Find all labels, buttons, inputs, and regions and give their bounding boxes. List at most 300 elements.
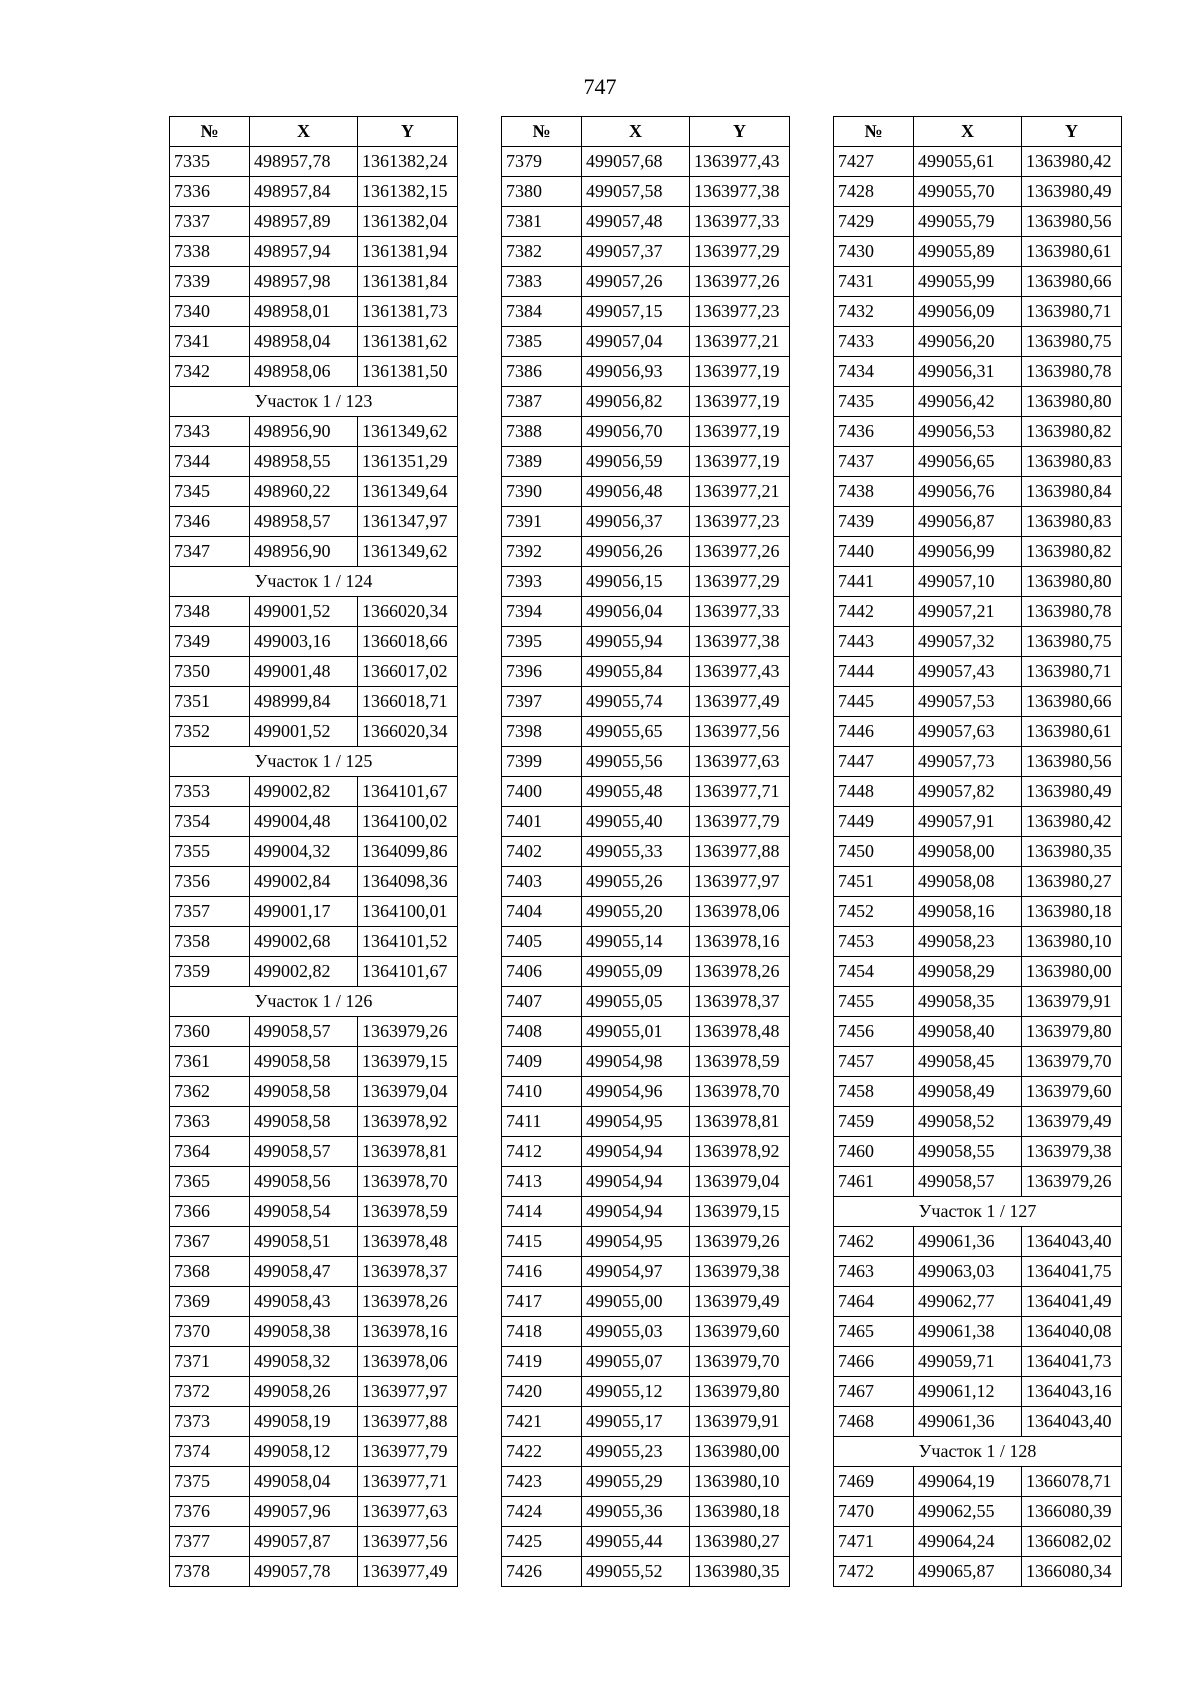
- point-number-cell: 7380: [502, 177, 582, 207]
- point-number-cell: 7429: [834, 207, 914, 237]
- x-coordinate-cell: 499001,17: [250, 897, 358, 927]
- y-coordinate-cell: 1363977,29: [690, 237, 790, 267]
- coordinates-table-3: [833, 116, 1122, 1587]
- table-row: [834, 627, 1122, 657]
- x-coordinate-cell: 499055,12: [582, 1377, 690, 1407]
- table-row: [170, 507, 458, 537]
- table-row: [502, 657, 790, 687]
- table-row: [170, 1437, 458, 1467]
- point-number-cell: 7440: [834, 537, 914, 567]
- y-coordinate-cell: 1363979,38: [1022, 1137, 1122, 1167]
- y-coordinate-cell: 1363980,83: [1022, 447, 1122, 477]
- y-coordinate-cell: 1361381,73: [358, 297, 458, 327]
- table-row: [170, 1077, 458, 1107]
- x-coordinate-cell: 499057,63: [914, 717, 1022, 747]
- point-number-cell: 7341: [170, 327, 250, 357]
- y-coordinate-cell: 1363977,56: [690, 717, 790, 747]
- point-number-cell: 7350: [170, 657, 250, 687]
- y-coordinate-cell: 1363979,70: [690, 1347, 790, 1377]
- y-coordinate-cell: 1363979,60: [690, 1317, 790, 1347]
- point-number-cell: 7463: [834, 1257, 914, 1287]
- table-row: [170, 237, 458, 267]
- point-number-cell: 7339: [170, 267, 250, 297]
- point-number-cell: 7393: [502, 567, 582, 597]
- table-row: [170, 1047, 458, 1077]
- y-coordinate-cell: 1363980,84: [1022, 477, 1122, 507]
- y-coordinate-cell: 1363978,06: [690, 897, 790, 927]
- table-row: [834, 537, 1122, 567]
- x-coordinate-cell: 499055,74: [582, 687, 690, 717]
- point-number-cell: 7376: [170, 1497, 250, 1527]
- x-coordinate-cell: 499056,48: [582, 477, 690, 507]
- x-coordinate-cell: 499054,94: [582, 1167, 690, 1197]
- point-number-cell: 7384: [502, 297, 582, 327]
- point-number-cell: 7415: [502, 1227, 582, 1257]
- x-coordinate-cell: 499058,55: [914, 1137, 1022, 1167]
- x-coordinate-cell: 499058,29: [914, 957, 1022, 987]
- x-coordinate-cell: 499055,00: [582, 1287, 690, 1317]
- table-row: [502, 747, 790, 777]
- table-row: [170, 1017, 458, 1047]
- point-number-cell: 7458: [834, 1077, 914, 1107]
- point-number-cell: 7398: [502, 717, 582, 747]
- table-row: [170, 477, 458, 507]
- section-row: [170, 747, 458, 777]
- table-row: [170, 927, 458, 957]
- table-row: [170, 717, 458, 747]
- y-coordinate-cell: 1363978,59: [690, 1047, 790, 1077]
- x-coordinate-cell: 499054,94: [582, 1137, 690, 1167]
- y-coordinate-cell: 1363980,27: [690, 1527, 790, 1557]
- point-number-cell: 7400: [502, 777, 582, 807]
- point-number-cell: 7359: [170, 957, 250, 987]
- table-row: [834, 207, 1122, 237]
- point-number-cell: 7363: [170, 1107, 250, 1137]
- table-row: [834, 297, 1122, 327]
- point-number-cell: 7406: [502, 957, 582, 987]
- header-y: Y: [690, 117, 790, 147]
- x-coordinate-cell: 499055,01: [582, 1017, 690, 1047]
- x-coordinate-cell: 499054,95: [582, 1107, 690, 1137]
- section-row: [834, 1437, 1122, 1467]
- y-coordinate-cell: 1366080,34: [1022, 1557, 1122, 1587]
- table-row: [502, 597, 790, 627]
- point-number-cell: 7370: [170, 1317, 250, 1347]
- table-row: [170, 147, 458, 177]
- y-coordinate-cell: 1363980,35: [690, 1557, 790, 1587]
- point-number-cell: 7338: [170, 237, 250, 267]
- table-row: [834, 567, 1122, 597]
- table-row: [170, 1377, 458, 1407]
- x-coordinate-cell: 499064,24: [914, 1527, 1022, 1557]
- x-coordinate-cell: 499001,48: [250, 657, 358, 687]
- point-number-cell: 7436: [834, 417, 914, 447]
- table-row: [502, 1467, 790, 1497]
- point-number-cell: 7455: [834, 987, 914, 1017]
- y-coordinate-cell: 1361381,50: [358, 357, 458, 387]
- y-coordinate-cell: 1363980,42: [1022, 147, 1122, 177]
- point-number-cell: 7447: [834, 747, 914, 777]
- x-coordinate-cell: 499055,56: [582, 747, 690, 777]
- x-coordinate-cell: 499061,12: [914, 1377, 1022, 1407]
- table-row: [502, 1377, 790, 1407]
- x-coordinate-cell: 499056,20: [914, 327, 1022, 357]
- table-row: [170, 537, 458, 567]
- x-coordinate-cell: 499058,12: [250, 1437, 358, 1467]
- header-number: №: [834, 117, 914, 147]
- x-coordinate-cell: 499057,10: [914, 567, 1022, 597]
- point-number-cell: 7352: [170, 717, 250, 747]
- y-coordinate-cell: 1366017,02: [358, 657, 458, 687]
- y-coordinate-cell: 1363977,19: [690, 417, 790, 447]
- point-number-cell: 7351: [170, 687, 250, 717]
- point-number-cell: 7360: [170, 1017, 250, 1047]
- point-number-cell: 7452: [834, 897, 914, 927]
- table-row: [834, 237, 1122, 267]
- y-coordinate-cell: 1363979,91: [690, 1407, 790, 1437]
- y-coordinate-cell: 1363980,27: [1022, 867, 1122, 897]
- header-x: X: [250, 117, 358, 147]
- x-coordinate-cell: 499055,33: [582, 837, 690, 867]
- point-number-cell: 7454: [834, 957, 914, 987]
- y-coordinate-cell: 1363980,61: [1022, 717, 1122, 747]
- point-number-cell: 7450: [834, 837, 914, 867]
- table-row: [502, 1287, 790, 1317]
- table-row: [834, 777, 1122, 807]
- table-row: [834, 657, 1122, 687]
- x-coordinate-cell: 499056,31: [914, 357, 1022, 387]
- y-coordinate-cell: 1363980,75: [1022, 327, 1122, 357]
- table-row: [502, 1017, 790, 1047]
- table-row: [170, 867, 458, 897]
- table-row: [834, 1407, 1122, 1437]
- x-coordinate-cell: 499004,48: [250, 807, 358, 837]
- coordinates-table-2: [501, 116, 790, 1587]
- table-row: [170, 1167, 458, 1197]
- x-coordinate-cell: 499055,52: [582, 1557, 690, 1587]
- x-coordinate-cell: 499001,52: [250, 597, 358, 627]
- x-coordinate-cell: 499057,21: [914, 597, 1022, 627]
- coordinates-table-1: [169, 116, 458, 1587]
- y-coordinate-cell: 1363980,71: [1022, 297, 1122, 327]
- table-header-row: [170, 117, 458, 147]
- y-coordinate-cell: 1363979,38: [690, 1257, 790, 1287]
- y-coordinate-cell: 1364101,52: [358, 927, 458, 957]
- table-row: [834, 747, 1122, 777]
- table-row: [170, 1227, 458, 1257]
- x-coordinate-cell: 499054,97: [582, 1257, 690, 1287]
- table-row: [170, 207, 458, 237]
- point-number-cell: 7468: [834, 1407, 914, 1437]
- point-number-cell: 7354: [170, 807, 250, 837]
- point-number-cell: 7399: [502, 747, 582, 777]
- table-row: [170, 177, 458, 207]
- table-row: [170, 597, 458, 627]
- y-coordinate-cell: 1363980,49: [1022, 777, 1122, 807]
- header-x: X: [582, 117, 690, 147]
- table-row: [170, 1407, 458, 1437]
- y-coordinate-cell: 1363978,37: [690, 987, 790, 1017]
- point-number-cell: 7389: [502, 447, 582, 477]
- point-number-cell: 7385: [502, 327, 582, 357]
- y-coordinate-cell: 1363977,19: [690, 447, 790, 477]
- y-coordinate-cell: 1363979,60: [1022, 1077, 1122, 1107]
- table-row: [502, 807, 790, 837]
- y-coordinate-cell: 1361347,97: [358, 507, 458, 537]
- y-coordinate-cell: 1363980,56: [1022, 207, 1122, 237]
- point-number-cell: 7386: [502, 357, 582, 387]
- point-number-cell: 7421: [502, 1407, 582, 1437]
- y-coordinate-cell: 1361382,24: [358, 147, 458, 177]
- table-row: [834, 1017, 1122, 1047]
- y-coordinate-cell: 1363979,15: [690, 1197, 790, 1227]
- point-number-cell: 7407: [502, 987, 582, 1017]
- x-coordinate-cell: 499001,52: [250, 717, 358, 747]
- y-coordinate-cell: 1364040,08: [1022, 1317, 1122, 1347]
- x-coordinate-cell: 498957,89: [250, 207, 358, 237]
- point-number-cell: 7422: [502, 1437, 582, 1467]
- table-row: [502, 627, 790, 657]
- x-coordinate-cell: 499003,16: [250, 627, 358, 657]
- y-coordinate-cell: 1363977,97: [690, 867, 790, 897]
- y-coordinate-cell: 1363980,83: [1022, 507, 1122, 537]
- x-coordinate-cell: 499056,15: [582, 567, 690, 597]
- y-coordinate-cell: 1363977,63: [690, 747, 790, 777]
- table-row: [170, 297, 458, 327]
- point-number-cell: 7403: [502, 867, 582, 897]
- y-coordinate-cell: 1363977,49: [358, 1557, 458, 1587]
- x-coordinate-cell: 499058,04: [250, 1467, 358, 1497]
- table-row: [834, 357, 1122, 387]
- x-coordinate-cell: 499004,32: [250, 837, 358, 867]
- y-coordinate-cell: 1361382,15: [358, 177, 458, 207]
- x-coordinate-cell: 499059,71: [914, 1347, 1022, 1377]
- y-coordinate-cell: 1363979,70: [1022, 1047, 1122, 1077]
- y-coordinate-cell: 1363977,88: [358, 1407, 458, 1437]
- x-coordinate-cell: 499058,35: [914, 987, 1022, 1017]
- point-number-cell: 7464: [834, 1287, 914, 1317]
- x-coordinate-cell: 499058,57: [914, 1167, 1022, 1197]
- point-number-cell: 7375: [170, 1467, 250, 1497]
- y-coordinate-cell: 1364100,01: [358, 897, 458, 927]
- point-number-cell: 7372: [170, 1377, 250, 1407]
- x-coordinate-cell: 499065,87: [914, 1557, 1022, 1587]
- point-number-cell: 7404: [502, 897, 582, 927]
- point-number-cell: 7449: [834, 807, 914, 837]
- point-number-cell: 7460: [834, 1137, 914, 1167]
- point-number-cell: 7382: [502, 237, 582, 267]
- x-coordinate-cell: 499057,15: [582, 297, 690, 327]
- y-coordinate-cell: 1363977,63: [358, 1497, 458, 1527]
- table-row: [502, 1167, 790, 1197]
- point-number-cell: 7459: [834, 1107, 914, 1137]
- point-number-cell: 7435: [834, 387, 914, 417]
- y-coordinate-cell: 1363979,26: [1022, 1167, 1122, 1197]
- x-coordinate-cell: 499055,05: [582, 987, 690, 1017]
- point-number-cell: 7445: [834, 687, 914, 717]
- point-number-cell: 7396: [502, 657, 582, 687]
- x-coordinate-cell: 499056,04: [582, 597, 690, 627]
- x-coordinate-cell: 499058,58: [250, 1107, 358, 1137]
- table-row: [502, 927, 790, 957]
- table-row: [502, 1197, 790, 1227]
- y-coordinate-cell: 1363977,49: [690, 687, 790, 717]
- x-coordinate-cell: 499061,36: [914, 1227, 1022, 1257]
- x-coordinate-cell: 499058,32: [250, 1347, 358, 1377]
- x-coordinate-cell: 498957,78: [250, 147, 358, 177]
- y-coordinate-cell: 1363977,21: [690, 477, 790, 507]
- x-coordinate-cell: 499055,17: [582, 1407, 690, 1437]
- x-coordinate-cell: 499058,58: [250, 1077, 358, 1107]
- y-coordinate-cell: 1363980,71: [1022, 657, 1122, 687]
- x-coordinate-cell: 499055,36: [582, 1497, 690, 1527]
- point-number-cell: 7367: [170, 1227, 250, 1257]
- table-row: [834, 1467, 1122, 1497]
- page-number: 747: [583, 74, 617, 99]
- point-number-cell: 7471: [834, 1527, 914, 1557]
- x-coordinate-cell: 499055,23: [582, 1437, 690, 1467]
- point-number-cell: 7397: [502, 687, 582, 717]
- y-coordinate-cell: 1363980,56: [1022, 747, 1122, 777]
- y-coordinate-cell: 1366082,02: [1022, 1527, 1122, 1557]
- y-coordinate-cell: 1363980,00: [1022, 957, 1122, 987]
- point-number-cell: 7420: [502, 1377, 582, 1407]
- x-coordinate-cell: 499056,65: [914, 447, 1022, 477]
- y-coordinate-cell: 1363977,33: [690, 207, 790, 237]
- header-y: Y: [358, 117, 458, 147]
- point-number-cell: 7423: [502, 1467, 582, 1497]
- table-row: [170, 1107, 458, 1137]
- y-coordinate-cell: 1363977,79: [358, 1437, 458, 1467]
- point-number-cell: 7369: [170, 1287, 250, 1317]
- y-coordinate-cell: 1361382,04: [358, 207, 458, 237]
- point-number-cell: 7446: [834, 717, 914, 747]
- table-row: [502, 1257, 790, 1287]
- table-row: [170, 1257, 458, 1287]
- point-number-cell: 7335: [170, 147, 250, 177]
- point-number-cell: 7414: [502, 1197, 582, 1227]
- table-row: [170, 1197, 458, 1227]
- y-coordinate-cell: 1363977,38: [690, 177, 790, 207]
- table-row: [834, 927, 1122, 957]
- y-coordinate-cell: 1363978,16: [358, 1317, 458, 1347]
- point-number-cell: 7390: [502, 477, 582, 507]
- header-number: №: [502, 117, 582, 147]
- y-coordinate-cell: 1363977,56: [358, 1527, 458, 1557]
- table-row: [502, 1047, 790, 1077]
- table-row: [834, 267, 1122, 297]
- table-row: [502, 837, 790, 867]
- point-number-cell: 7336: [170, 177, 250, 207]
- x-coordinate-cell: 499055,26: [582, 867, 690, 897]
- header-number: №: [170, 117, 250, 147]
- x-coordinate-cell: 499058,43: [250, 1287, 358, 1317]
- table-row: [170, 627, 458, 657]
- point-number-cell: 7388: [502, 417, 582, 447]
- y-coordinate-cell: 1363977,23: [690, 297, 790, 327]
- x-coordinate-cell: 499055,99: [914, 267, 1022, 297]
- y-coordinate-cell: 1363978,16: [690, 927, 790, 957]
- x-coordinate-cell: 499058,00: [914, 837, 1022, 867]
- y-coordinate-cell: 1364041,49: [1022, 1287, 1122, 1317]
- x-coordinate-cell: 499055,65: [582, 717, 690, 747]
- table-row: [170, 1497, 458, 1527]
- x-coordinate-cell: 499056,99: [914, 537, 1022, 567]
- y-coordinate-cell: 1361381,84: [358, 267, 458, 297]
- table-row: [170, 1557, 458, 1587]
- y-coordinate-cell: 1363977,21: [690, 327, 790, 357]
- y-coordinate-cell: 1363980,61: [1022, 237, 1122, 267]
- x-coordinate-cell: 499056,26: [582, 537, 690, 567]
- y-coordinate-cell: 1363978,48: [358, 1227, 458, 1257]
- table-row: [170, 807, 458, 837]
- y-coordinate-cell: 1361381,94: [358, 237, 458, 267]
- table-row: [502, 357, 790, 387]
- x-coordinate-cell: 499002,84: [250, 867, 358, 897]
- x-coordinate-cell: 499056,37: [582, 507, 690, 537]
- y-coordinate-cell: 1364041,73: [1022, 1347, 1122, 1377]
- section-label: Участок 1 / 124: [170, 567, 458, 597]
- table-row: [502, 507, 790, 537]
- x-coordinate-cell: 499055,09: [582, 957, 690, 987]
- y-coordinate-cell: 1363980,66: [1022, 687, 1122, 717]
- table-row: [170, 897, 458, 927]
- table-row: [834, 177, 1122, 207]
- table-row: [170, 327, 458, 357]
- header-y: Y: [1022, 117, 1122, 147]
- table-row: [502, 1107, 790, 1137]
- x-coordinate-cell: 499055,20: [582, 897, 690, 927]
- point-number-cell: 7364: [170, 1137, 250, 1167]
- y-coordinate-cell: 1363979,04: [690, 1167, 790, 1197]
- x-coordinate-cell: 499061,38: [914, 1317, 1022, 1347]
- table-row: [502, 1497, 790, 1527]
- section-row: [834, 1197, 1122, 1227]
- table-row: [834, 867, 1122, 897]
- x-coordinate-cell: 499058,26: [250, 1377, 358, 1407]
- y-coordinate-cell: 1363977,88: [690, 837, 790, 867]
- point-number-cell: 7411: [502, 1107, 582, 1137]
- y-coordinate-cell: 1363978,70: [358, 1167, 458, 1197]
- y-coordinate-cell: 1363979,49: [1022, 1107, 1122, 1137]
- point-number-cell: 7453: [834, 927, 914, 957]
- y-coordinate-cell: 1363979,91: [1022, 987, 1122, 1017]
- point-number-cell: 7408: [502, 1017, 582, 1047]
- x-coordinate-cell: 499055,07: [582, 1347, 690, 1377]
- x-coordinate-cell: 499056,70: [582, 417, 690, 447]
- y-coordinate-cell: 1363977,26: [690, 537, 790, 567]
- table-row: [170, 267, 458, 297]
- point-number-cell: 7441: [834, 567, 914, 597]
- x-coordinate-cell: 499054,98: [582, 1047, 690, 1077]
- y-coordinate-cell: 1364043,40: [1022, 1407, 1122, 1437]
- x-coordinate-cell: 498957,94: [250, 237, 358, 267]
- point-number-cell: 7344: [170, 447, 250, 477]
- table-row: [834, 897, 1122, 927]
- x-coordinate-cell: 499058,58: [250, 1047, 358, 1077]
- table-row: [170, 957, 458, 987]
- table-row: [834, 147, 1122, 177]
- x-coordinate-cell: 499062,55: [914, 1497, 1022, 1527]
- header-x: X: [914, 117, 1022, 147]
- table-row: [170, 1527, 458, 1557]
- point-number-cell: 7434: [834, 357, 914, 387]
- y-coordinate-cell: 1363978,06: [358, 1347, 458, 1377]
- point-number-cell: 7356: [170, 867, 250, 897]
- y-coordinate-cell: 1363977,97: [358, 1377, 458, 1407]
- point-number-cell: 7466: [834, 1347, 914, 1377]
- table-row: [502, 537, 790, 567]
